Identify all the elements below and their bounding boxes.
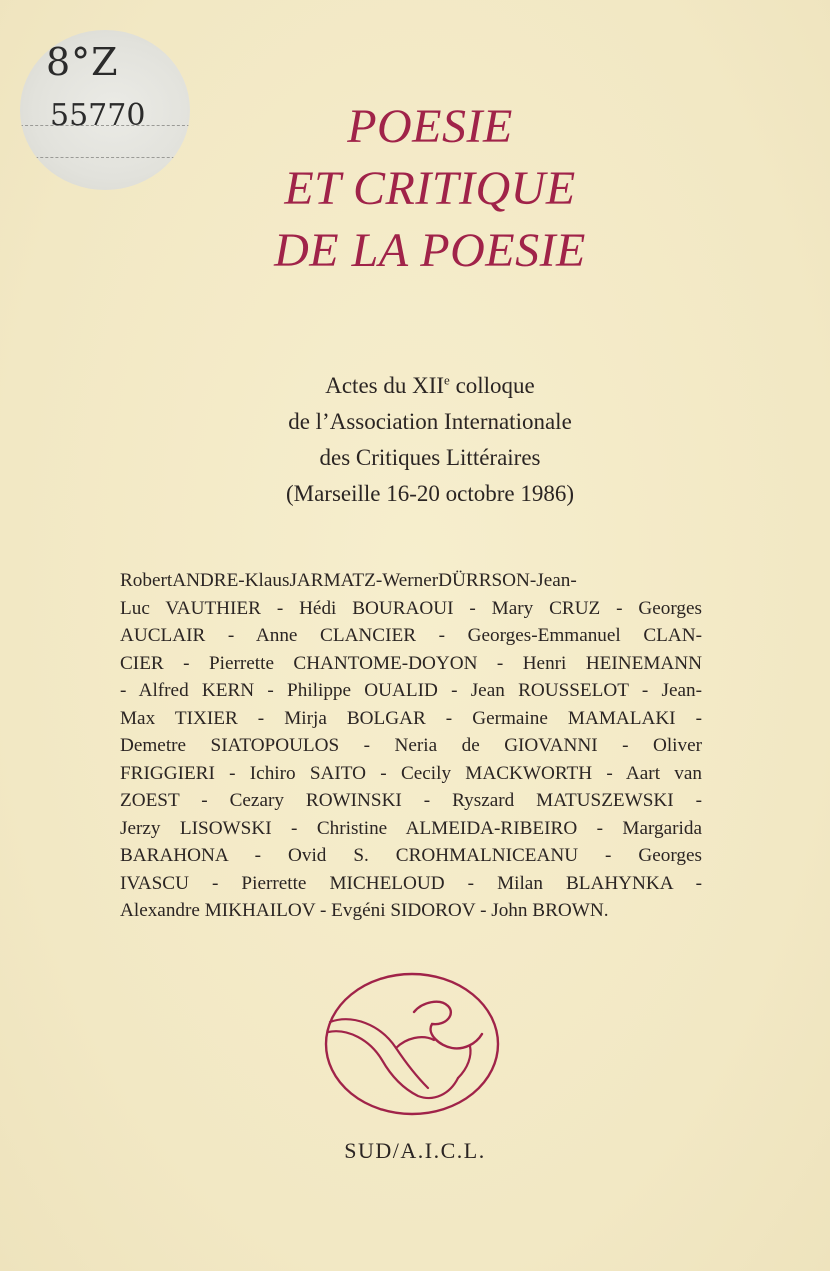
subtitle-line-1-start: Actes du XII	[325, 373, 445, 398]
stamp-shelfmark-line2: 55770	[50, 98, 146, 133]
author-line: AUCLAIR - Anne CLANCIER - Georges-Emmanuel CLAN-	[120, 625, 702, 646]
author-line: Alexandre MIKHAILOV - Evgéni SIDOROV - John BROWN.	[120, 900, 609, 921]
author-line: ZOEST - Cezary ROWINSKI - Ryszard MATUSZEWSKI -	[120, 790, 702, 811]
title-line-1: POESIE	[347, 100, 513, 153]
author-line: FRIGGIERI - Ichiro SAITO - Cecily MACKWORTH - Aart van	[120, 762, 702, 784]
subtitle-line-1-end: colloque	[449, 373, 535, 398]
title-line-3: DE LA POESIE	[274, 224, 586, 277]
author-line: IVASCU - Pierrette MICHELOUD - Milan BLAHYNKA -	[120, 872, 702, 894]
dove-logo-icon	[322, 968, 502, 1118]
publisher-name: SUD/A.I.C.L.	[344, 1138, 486, 1163]
stamp-shelfmark-line1: 8°Z	[46, 40, 119, 84]
title-line-2: ET CRITIQUE	[284, 162, 576, 215]
subtitle-line-4: (Marseille 16-20 octobre 1986)	[285, 481, 575, 506]
subtitle-line-3: des Critiques Littéraires	[319, 445, 541, 470]
author-line: Luc VAUTHIER - Hédi BOURAOUI - Mary CRUZ - Georges	[120, 597, 702, 619]
book-subtitle	[180, 368, 680, 512]
author-line: BARAHONA - Ovid S. CROHMALNICEANU - Georges	[120, 845, 702, 866]
author-line: RobertANDRE-KlausJARMATZ-WernerDÜRRSON-Jean-	[120, 570, 577, 591]
author-list	[120, 567, 702, 925]
author-line: - Alfred KERN - Philippe OUALID - Jean ROUSSELOT - Jean-	[120, 680, 702, 701]
subtitle-line-2: de l’Association Internationale	[288, 409, 572, 434]
author-line: Demetre SIATOPOULOS - Neria de GIOVANNI - Oliver	[120, 735, 702, 756]
subtitle-line-1	[180, 368, 680, 404]
subtitle-superscript: e	[444, 372, 450, 388]
book-title	[150, 96, 710, 282]
author-line: Max TIXIER - Mirja BOLGAR - Germaine MAMALAKI -	[120, 707, 702, 729]
author-line: Jerzy LISOWSKI - Christine ALMEIDA-RIBEIRO - Margarida	[120, 817, 702, 839]
author-line: CIER - Pierrette CHANTOME-DOYON - Henri HEINEMANN	[120, 652, 702, 674]
